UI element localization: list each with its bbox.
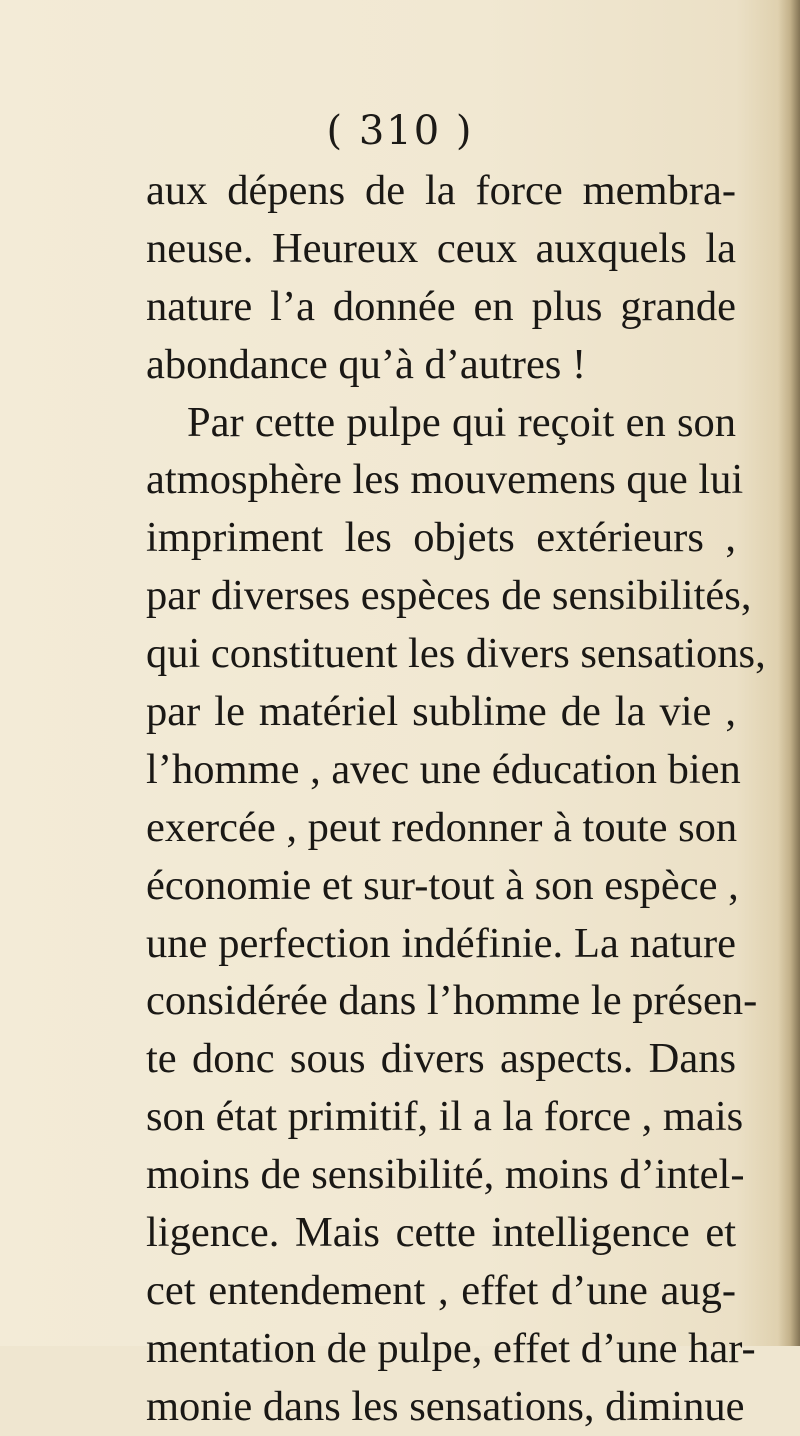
text-line: monie dans les sensations, diminue	[146, 1382, 745, 1430]
text-line: atmosphère les mouvemens que lui	[146, 456, 744, 504]
text-line: neuse. Heureux ceux auxquels la	[146, 224, 736, 272]
page-edge-shadow	[778, 0, 800, 1346]
text-line: exercée , peut redonner à toute son	[146, 803, 738, 851]
text-line: mentation de pulpe, effet d’une har-	[146, 1324, 756, 1372]
text-line: l’homme , avec une éducation bien	[146, 745, 741, 793]
text-line: Par cette pulpe qui reçoit en son	[187, 398, 736, 446]
text-line: par diverses espèces de sensibilités,	[146, 572, 752, 620]
text-line: impriment les objets extérieurs ,	[146, 514, 736, 562]
page-number: ( 310 )	[326, 108, 474, 154]
text-line: abondance qu’à d’autres !	[146, 340, 587, 388]
text-line: considérée dans l’homme le présen-	[146, 977, 758, 1025]
text-line: moins de sensibilité, moins d’intel-	[146, 1151, 745, 1199]
text-line: par le matériel sublime de la vie ,	[146, 688, 736, 736]
text-line: cet entendement , effet d’une aug-	[146, 1266, 736, 1314]
text-line: te donc sous divers aspects. Dans	[146, 1035, 736, 1083]
text-line: ligence. Mais cette intelligence et	[146, 1209, 736, 1257]
text-line: une perfection indéfinie. La nature	[146, 919, 736, 967]
text-line: aux dépens de la force membra-	[146, 167, 736, 214]
text-line: qui constituent les divers sensations,	[146, 630, 766, 678]
text-line: économie et sur-tout à son espèce ,	[146, 861, 739, 909]
text-line: son état primitif, il a la force , mais	[146, 1093, 744, 1141]
text-line: nature l’a donnée en plus grande	[146, 282, 736, 330]
body-text	[146, 162, 766, 1436]
